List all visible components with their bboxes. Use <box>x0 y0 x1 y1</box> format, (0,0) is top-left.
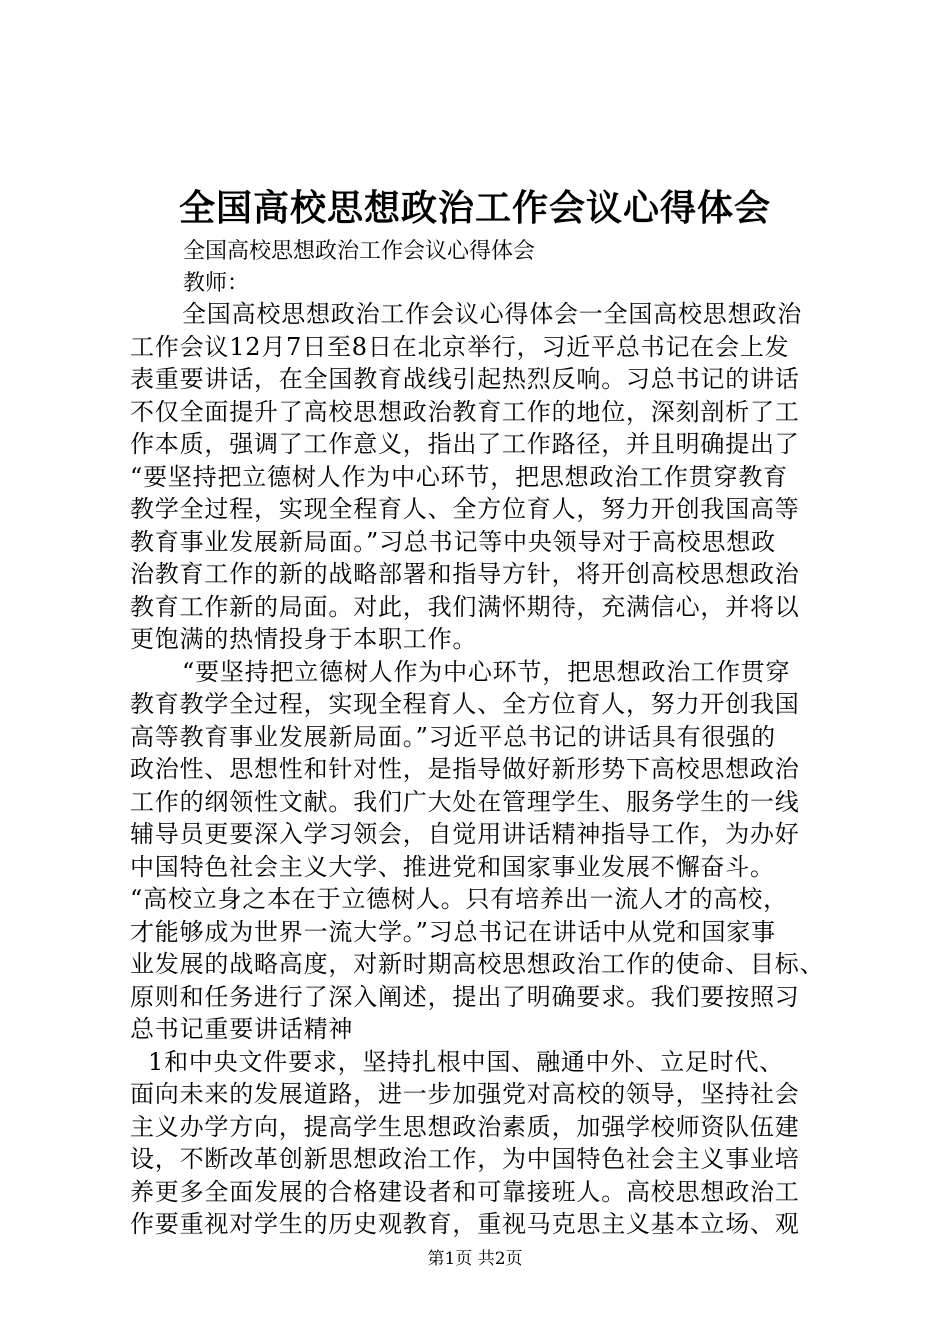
body-line: 表重要讲话，在全国教育战线引起热烈反响。习总书记的讲话 <box>130 365 800 393</box>
body-line: 养更多全面发展的合格建设者和可靠接班人。高校思想政治工 <box>130 1177 800 1206</box>
document-body <box>130 298 830 1241</box>
body-line: 设，不断改革创新思想政治工作，为中国特色社会主义事业培 <box>130 1145 800 1173</box>
body-line: “高校立身之本在于立德树人。只有培养出一流人才的高校， <box>130 885 788 913</box>
body-line: 1和中央文件要求，坚持扎根中国、融通中外、立足时代、 <box>148 1047 785 1076</box>
body-line: 全国高校思想政治工作会议心得体会一全国高校思想政治 <box>182 300 802 328</box>
body-line: 主义办学方向，提高学生思想政治素质，加强学校师资队伍建 <box>130 1112 800 1141</box>
page-footer: 第1页 共2页 <box>427 1249 523 1269</box>
body-line: 总书记重要讲话精神 <box>130 1015 354 1043</box>
document-subtitle: 全国高校思想政治工作会议心得体会 <box>183 239 536 264</box>
body-line: 教育事业发展新局面。”习总书记等中央领导对于高校思想政 <box>130 527 776 556</box>
body-line: 政治性、思想性和针对性，是指导做好新形势下高校思想政治 <box>130 755 800 783</box>
body-line: 中国特色社会主义大学、推进党和国家事业发展不懈奋斗。 <box>130 852 775 881</box>
body-line: 作要重视对学生的历史观教育，重视马克思主义基本立场、观 <box>130 1210 800 1238</box>
body-line: 原则和任务进行了深入阐述，提出了明确要求。我们要按照习 <box>130 982 800 1011</box>
body-line: 作本质，强调了工作意义，指出了工作路径，并且明确提出了 <box>130 430 800 458</box>
body-line: 辅导员更要深入学习领会，自觉用讲话精神指导工作，为办好 <box>130 820 800 848</box>
body-line: 更饱满的热情投身于本职工作。 <box>130 625 478 653</box>
body-line: 面向未来的发展道路，进一步加强党对高校的领导，坚持社会 <box>130 1080 800 1108</box>
body-line: “要坚持把立德树人作为中心环节，把思想政治工作贯穿教育 <box>130 462 788 491</box>
body-line: 不仅全面提升了高校思想政治教育工作的地位，深刻剖析了工 <box>130 397 800 426</box>
body-line: “要坚持把立德树人作为中心环节，把思想政治工作贯穿 <box>182 657 791 686</box>
body-line: 才能够成为世界一流大学。”习总书记在讲话中从党和国家事 <box>130 917 776 946</box>
document-title: 全国高校思想政治工作会议心得体会 <box>178 187 771 229</box>
body-line: 教育工作新的局面。对此，我们满怀期待，充满信心，并将以 <box>130 592 800 621</box>
body-line: 工作会议12月7日至8日在北京举行，习近平总书记在会上发 <box>130 332 790 361</box>
body-line: 治教育工作的新的战略部署和指导方针，将开创高校思想政治 <box>130 560 800 588</box>
body-line: 教学全过程，实现全程育人、全方位育人，努力开创我国高等 <box>130 495 800 523</box>
body-line: 高等教育事业发展新局面。”习近平总书记的讲话具有很强的 <box>130 722 776 751</box>
body-line: 工作的纲领性文献。我们广大处在管理学生、服务学生的一线 <box>130 787 800 816</box>
body-line: 业发展的战略高度，对新时期高校思想政治工作的使命、目标、 <box>130 950 825 978</box>
author-line: 教师： <box>183 271 250 296</box>
body-line: 教育教学全过程，实现全程育人、全方位育人，努力开创我国 <box>130 690 800 718</box>
